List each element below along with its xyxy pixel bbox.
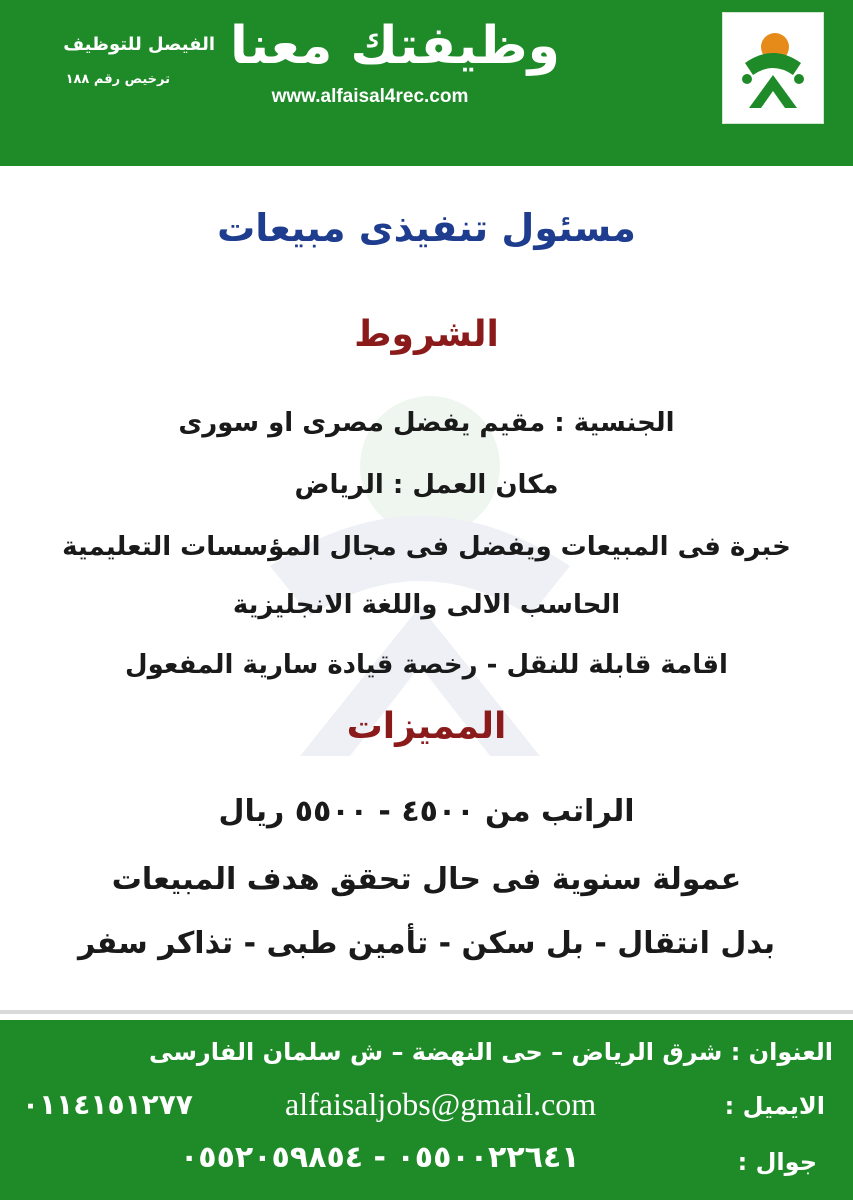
footer-divider: [0, 1010, 853, 1014]
benefit-item: بدل انتقال - بل سكن - تأمين طبى - تذاكر سفر: [77, 926, 776, 961]
condition-item: الجنسية : مقيم يفضل مصرى او سورى: [178, 408, 675, 438]
benefit-item: الراتب من ٤٥٠٠ - ٥٥٠٠ ريال: [218, 794, 635, 829]
email-link[interactable]: alfaisaljobs@gmail.com: [285, 1086, 597, 1122]
license-number: ترخيص رقم ١٨٨: [65, 72, 170, 87]
benefits-heading: المميزات: [346, 706, 507, 747]
header-banner: [0, 0, 853, 166]
job-ad-body: [0, 166, 853, 1006]
conditions-heading: الشروط: [354, 314, 499, 355]
website-link[interactable]: www.alfaisal4rec.com: [271, 86, 469, 107]
slogan: وظيفتك معنا: [229, 16, 560, 76]
email-label: الايميل :: [724, 1092, 825, 1120]
benefit-item: عمولة سنوية فى حال تحقق هدف المبيعات: [111, 862, 742, 897]
mobile-label: جوال :: [737, 1148, 817, 1176]
condition-item: خبرة فى المبيعات ويفضل فى مجال المؤسسات التعليمية: [62, 532, 791, 562]
mobile-numbers[interactable]: ٠٥٥٠٠٢٢٦٤١ - ٠٥٥٢٠٥٩٨٥٤: [180, 1140, 580, 1175]
phone-number[interactable]: ٠١١٤١٥١٢٧٧: [22, 1088, 193, 1121]
alfaisal-logo-icon: [722, 12, 824, 124]
contact-footer: [0, 1020, 853, 1200]
brand-name: الفيصل للتوظيف: [63, 34, 215, 55]
condition-item: الحاسب الالى واللغة الانجليزية: [232, 590, 621, 620]
condition-item: اقامة قابلة للنقل - رخصة قيادة سارية المفعول: [125, 650, 728, 680]
condition-item: مكان العمل : الرياض: [294, 470, 559, 500]
job-title: مسئول تنفيذى مبيعات: [217, 206, 636, 250]
address: العنوان : شرق الرياض – حى النهضة – ش سلمان الفارسى: [149, 1038, 833, 1066]
